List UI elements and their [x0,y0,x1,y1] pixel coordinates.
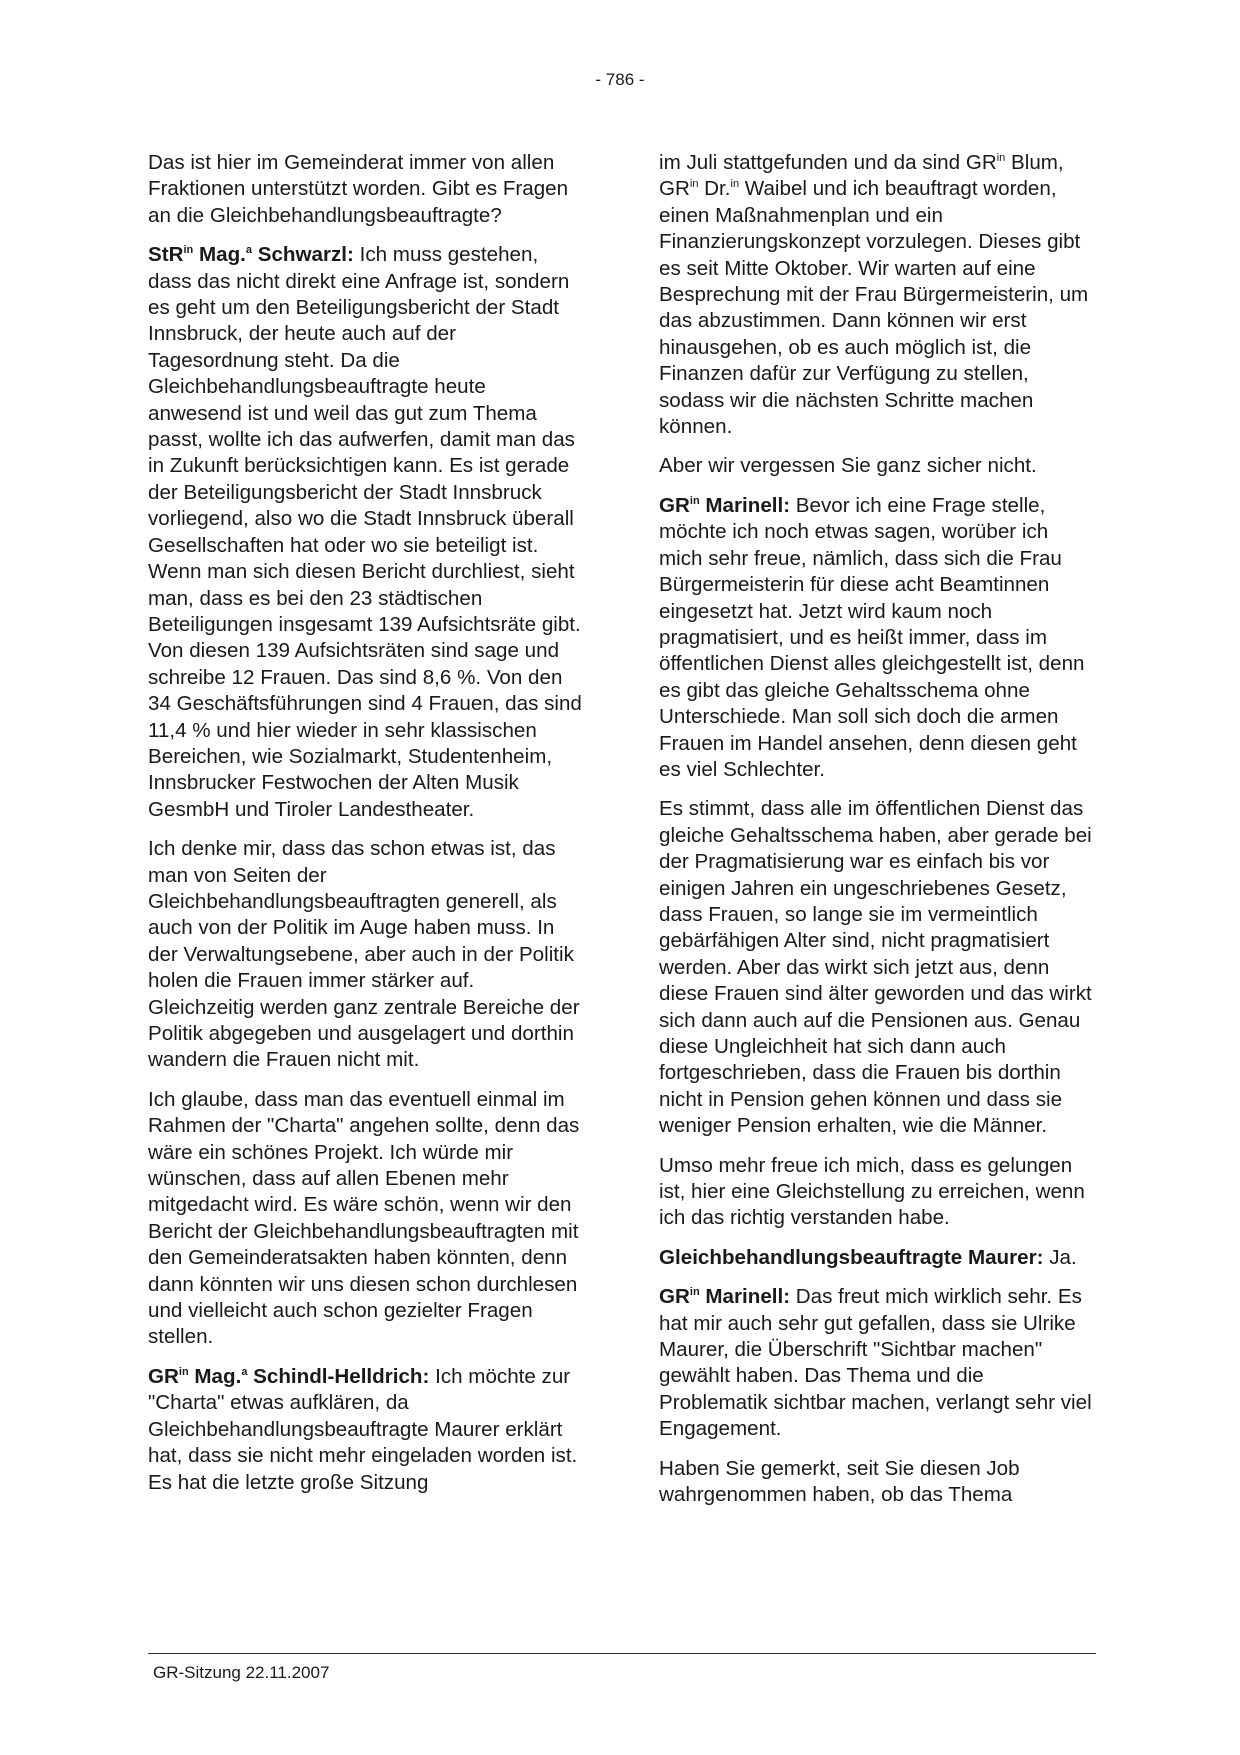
speaker-name: StR$^{in}$ Mag.$^a$ Schwarzl: [148,243,354,267]
speech-paragraph [148,1364,585,1496]
left-column [148,150,585,1509]
speech-text: Ich muss gestehen, dass das nicht direkt eine Anfrage ist, sondern es geht um den Beteiligungsbericht der Stadt Innsbruck, der heute auch auf der Tagesordnung steht. Da die Gleichbehandlungsbeauftragte heute anwesend ist und weil das gut zum Thema passt, wollte ich das aufwerfen, damit man das in Zukunft berücksichtigen kann. Es ist gerade der Beteiligungsbericht der Stadt Innsbruck vorliegend, also wo die Stadt Innsbruck überall Gesellschaften hat oder wo sie beteiligt ist. Wenn man sich diesen Bericht durchliest, sieht man, dass es bei den 23 städtischen Beteiligungen insgesamt 139 Aufsichtsräte gibt. Von diesen 139 Aufsichtsräten sind sage und schreibe 12 Frauen. Das sind 8,6 %. Von den 34 Geschäftsführungen sind 4 Frauen, das sind 11,4 % und hier wieder in sehr klassischen Bereichen, wie Sozialmarkt, Studentenheim, Innsbrucker Festwochen der Alten Musik GesmbH und Tiroler Landestheater. [148,243,582,821]
paragraph: Das ist hier im Gemeinderat immer von allen Fraktionen unterstützt worden. Gibt es Fragen an die Gleichbehandlungsbeauftragte? [148,151,569,227]
footer-divider [148,1653,1096,1654]
paragraph: im Juli stattgefunden und da sind $GR^{in}$ Blum, $GR^{in}$ Dr.$^{in}$ Waibel und ich beauftragt worden, einen Maßnahmenplan und ein Finanzierungskonzept vorzulegen. Dieses gibt es seit Mitte Oktober. Wir warten auf eine Besprechung mit der Frau Bürgermeisterin, um das abzustimmen. Dann können wir erst hinausgehen, ob es auch möglich ist, die Finanzen dafür zur Verfügung zu stellen, sodass wir die nächsten Schritte machen können. [659,151,1089,439]
speaker-name: $GR^{in}$ Mag.$^a$ Schindl-Helldrich: [148,1364,430,1388]
speaker-name: $GR^{in}$ Marinell: [659,1285,791,1309]
speech-text: Ich möchte zur "Charta" etwas aufklären, da Gleichbehandlungsbeauftragte Maurer erklärt hat, dass sie nicht mehr eingeladen worden ist. Es hat die letzte große Sitzung [148,1364,578,1494]
paragraph: Haben Sie gemerkt, seit Sie diesen Job wahrgenommen haben, ob das Thema [659,1456,1020,1507]
speech-text: Das freut mich wirklich sehr. Es hat mir auch sehr gut gefallen, dass sie Ulrike Maurer, die Überschrift "Sichtbar machen" gewählt haben. Das Thema und die Problematik sichtbar machen, verlangt sehr viel Engagement. [659,1285,1092,1441]
page-number: - 786 - [595,70,645,89]
paragraph: Aber wir vergessen Sie ganz sicher nicht. [659,454,1037,478]
paragraph: Umso mehr freue ich mich, dass es gelungen ist, hier eine Gleichstellung zu erreichen, wenn ich das richtig verstanden habe. [659,1153,1085,1230]
speech-paragraph [659,1245,1096,1271]
speech-text: Ja. [1043,1245,1077,1269]
speech-paragraph [659,1284,1096,1442]
speech-paragraph [148,242,585,823]
speech-text: Bevor ich eine Frage stelle, möchte ich noch etwas sagen, worüber ich mich sehr freue, nämlich, dass sich die Frau Bürgermeisterin für diese acht Beamtinnen eingesetzt hat. Jetzt wird kaum noch pragmatisiert, und es heißt immer, dass im öffentlichen Dienst alles gleichgestellt ist, denn es gibt das gleiche Gehaltsschema ohne Unterschiede. Man soll sich doch die armen Frauen im Handel ansehen, denn diesen geht es viel Schlechter. [659,493,1085,781]
paragraph: Es stimmt, dass alle im öffentlichen Dienst das gleiche Gehaltsschema haben, aber gerade bei der Pragmatisierung war es einfach bis vor einigen Jahren ein ungeschriebenes Gesetz, dass Frauen, so lange sie im vermeintlich gebärfähigen Alter sind, nicht pragmatisiert werden. Aber das wirkt sich jetzt aus, denn diese Frauen sind älter geworden und das wirkt sich dann auch auf die Pensionen aus. Genau diese Ungleichheit hat sich dann auch fortgeschrieben, dass die Frauen bis dorthin nicht in Pension gehen können und dass sie weniger Pension erhalten, wie die Männer. [659,797,1092,1138]
speech-paragraph [659,493,1096,783]
footer-session-date: GR-Sitzung 22.11.2007 [153,1663,330,1682]
paragraph: Ich glaube, dass man das eventuell einmal im Rahmen der "Charta" angehen sollte, denn das wäre ein schönes Projekt. Ich würde mir wünschen, dass auf allen Ebenen mehr mitgedacht wird. Es wäre schön, wenn wir den Bericht der Gleichbehandlungsbeauftragten mit den Gemeinderatsakten haben könnten, denn dann könnten wir uns diesen schon durchlesen und vielleicht auch schon gezielter Fragen stellen. [148,1087,580,1349]
right-column [659,150,1096,1522]
speaker-name: $GR^{in}$ Marinell: [659,493,791,517]
paragraph: Ich denke mir, dass das schon etwas ist, das man von Seiten der Gleichbehandlungsbeauftragten generell, als auch von der Politik im Auge haben muss. In der Verwaltungsebene, aber auch in der Politik holen die Frauen immer stärker auf. Gleichzeitig werden ganz zentrale Bereiche der Politik abgegeben und ausgelagert und dorthin wandern die Frauen nicht mit. [148,837,580,1072]
speaker-name: Gleichbehandlungsbeauftragte Maurer: [659,1245,1044,1269]
